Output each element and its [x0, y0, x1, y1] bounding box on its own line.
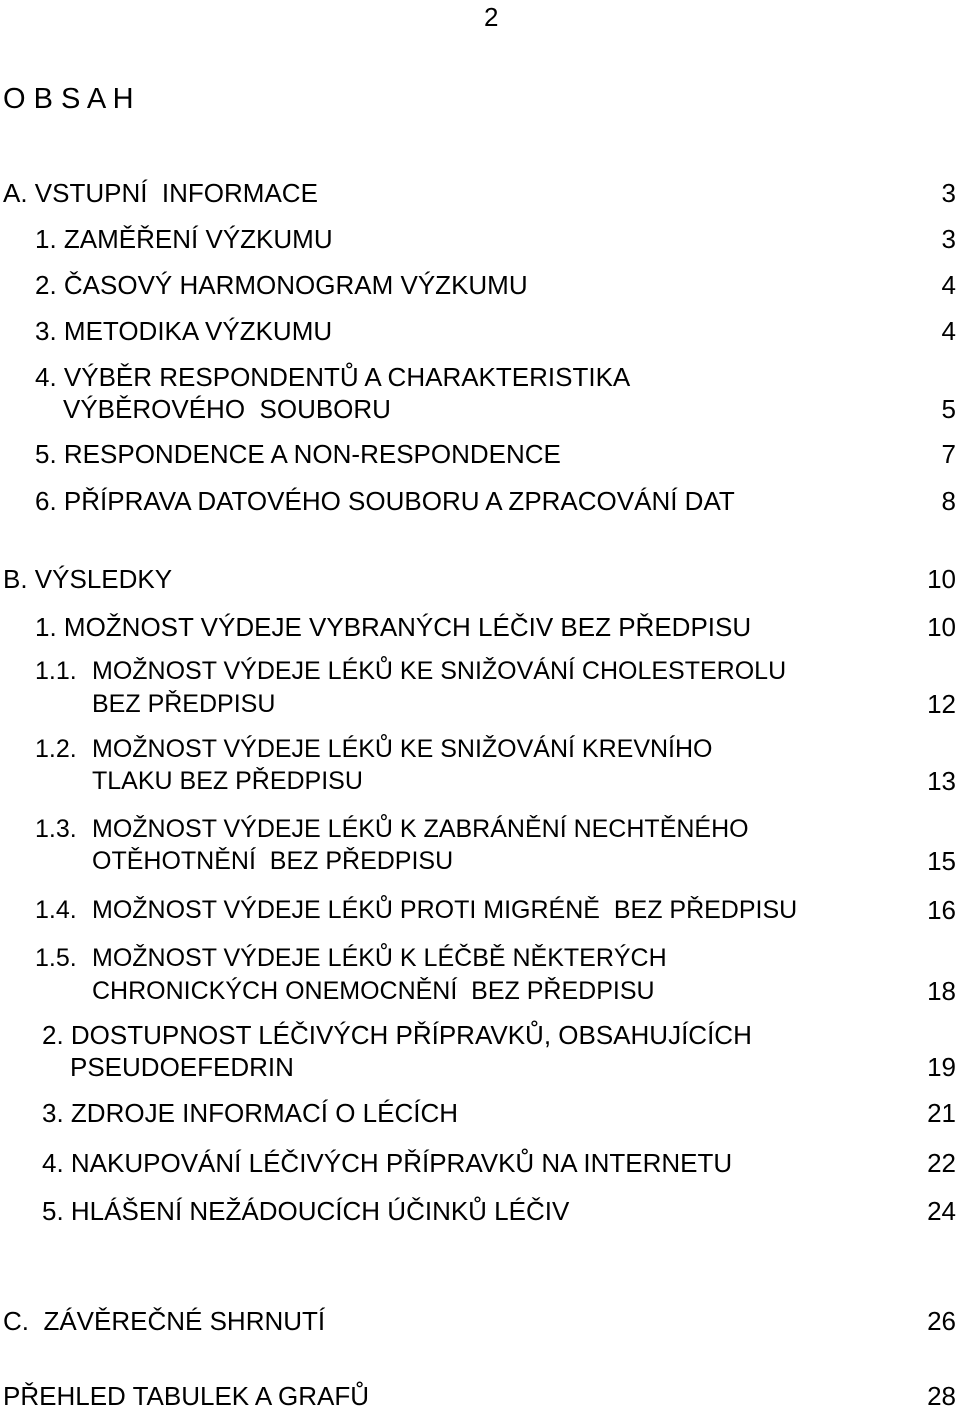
toc-entry-number: 1.4. — [35, 896, 77, 924]
toc-entry-number: 1.1. — [35, 657, 77, 685]
toc-entry-title: 1. MOŽNOST VÝDEJE VYBRANÝCH LÉČIV BEZ PŘEDPISU — [35, 612, 752, 642]
toc-entry-title: B. VÝSLEDKY — [3, 564, 173, 594]
toc-entry-page: 3 — [941, 178, 956, 208]
toc-entry-page: 24 — [927, 1196, 956, 1226]
toc-entry-page: 18 — [927, 976, 956, 1006]
toc-entry-page: 10 — [927, 612, 956, 642]
toc-entry-title: 6. PŘÍPRAVA DATOVÉHO SOUBORU A ZPRACOVÁNÍ DAT — [35, 486, 735, 516]
toc-entry-number: 1.3. — [35, 815, 77, 843]
toc-entry-number: 1.2. — [35, 735, 77, 763]
toc-entry-title: CHRONICKÝCH ONEMOCNĚNÍ BEZ PŘEDPISU — [92, 977, 655, 1005]
toc-entry-page: 3 — [941, 224, 956, 254]
toc-entry-title: 2. DOSTUPNOST LÉČIVÝCH PŘÍPRAVKŮ, OBSAHUJÍCÍCH — [42, 1020, 752, 1050]
toc-entry-title: A. VSTUPNÍ INFORMACE — [3, 178, 318, 208]
toc-entry-page: 12 — [927, 689, 956, 719]
toc-entry-title: C. ZÁVĚREČNÉ SHRNUTÍ — [3, 1306, 326, 1336]
toc-entry-page: 10 — [927, 564, 956, 594]
toc-entry-title: 2. ČASOVÝ HARMONOGRAM VÝZKUMU — [35, 270, 528, 300]
toc-entry-title: 5. RESPONDENCE A NON-RESPONDENCE — [35, 439, 561, 469]
toc-entry-title: 4. NAKUPOVÁNÍ LÉČIVÝCH PŘÍPRAVKŮ NA INTERNETU — [42, 1148, 733, 1178]
toc-entry-number: 1.5. — [35, 944, 77, 972]
toc-entry-page: 19 — [927, 1052, 956, 1082]
toc-entry-title: 5. HLÁŠENÍ NEŽÁDOUCÍCH ÚČINKŮ LÉČIV — [42, 1196, 570, 1226]
toc-entry-title: MOŽNOST VÝDEJE LÉKŮ K LÉČBĚ NĚKTERÝCH — [92, 944, 667, 972]
toc-entry-title: MOŽNOST VÝDEJE LÉKŮ K ZABRÁNĚNÍ NECHTĚNÉHO — [92, 815, 749, 843]
toc-entry-page: 22 — [927, 1148, 956, 1178]
toc-entry-title: MOŽNOST VÝDEJE LÉKŮ KE SNIŽOVÁNÍ KREVNÍHO — [92, 735, 713, 763]
toc-entry-title: PSEUDOEFEDRIN — [70, 1052, 294, 1082]
toc-entry-title: OTĚHOTNĚNÍ BEZ PŘEDPISU — [92, 847, 454, 875]
page-title: O B S A H — [3, 83, 134, 115]
toc-entry-title: TLAKU BEZ PŘEDPISU — [92, 767, 363, 795]
toc-entry-title: 3. METODIKA VÝZKUMU — [35, 316, 333, 346]
toc-entry-page: 4 — [941, 270, 956, 300]
toc-entry-page: 7 — [941, 439, 956, 469]
toc-entry-page: 16 — [927, 895, 956, 925]
toc-entry-title: 3. ZDROJE INFORMACÍ O LÉCÍCH — [42, 1098, 459, 1128]
toc-entry-page: 28 — [927, 1381, 956, 1411]
toc-entry-title: 4. VÝBĚR RESPONDENTŮ A CHARAKTERISTIKA — [35, 362, 631, 392]
toc-entry-page: 26 — [927, 1306, 956, 1336]
page-number: 2 — [484, 2, 499, 32]
toc-entry-page: 21 — [927, 1098, 956, 1128]
toc-entry-title: MOŽNOST VÝDEJE LÉKŮ KE SNIŽOVÁNÍ CHOLESTEROLU — [92, 657, 787, 685]
toc-entry-title: VÝBĚROVÉHO SOUBORU — [63, 394, 391, 424]
toc-entry-page: 15 — [927, 846, 956, 876]
toc-entry-title: BEZ PŘEDPISU — [92, 690, 276, 718]
toc-entry-title: 1. ZAMĚŘENÍ VÝZKUMU — [35, 224, 333, 254]
toc-entry-page: 5 — [941, 394, 956, 424]
toc-entry-page: 13 — [927, 766, 956, 796]
toc-entry-title: MOŽNOST VÝDEJE LÉKŮ PROTI MIGRÉNĚ BEZ PŘEDPISU — [92, 896, 798, 924]
toc-entry-title: PŘEHLED TABULEK A GRAFŮ — [3, 1381, 370, 1411]
toc-entry-page: 8 — [941, 486, 956, 516]
toc-entry-page: 4 — [941, 316, 956, 346]
